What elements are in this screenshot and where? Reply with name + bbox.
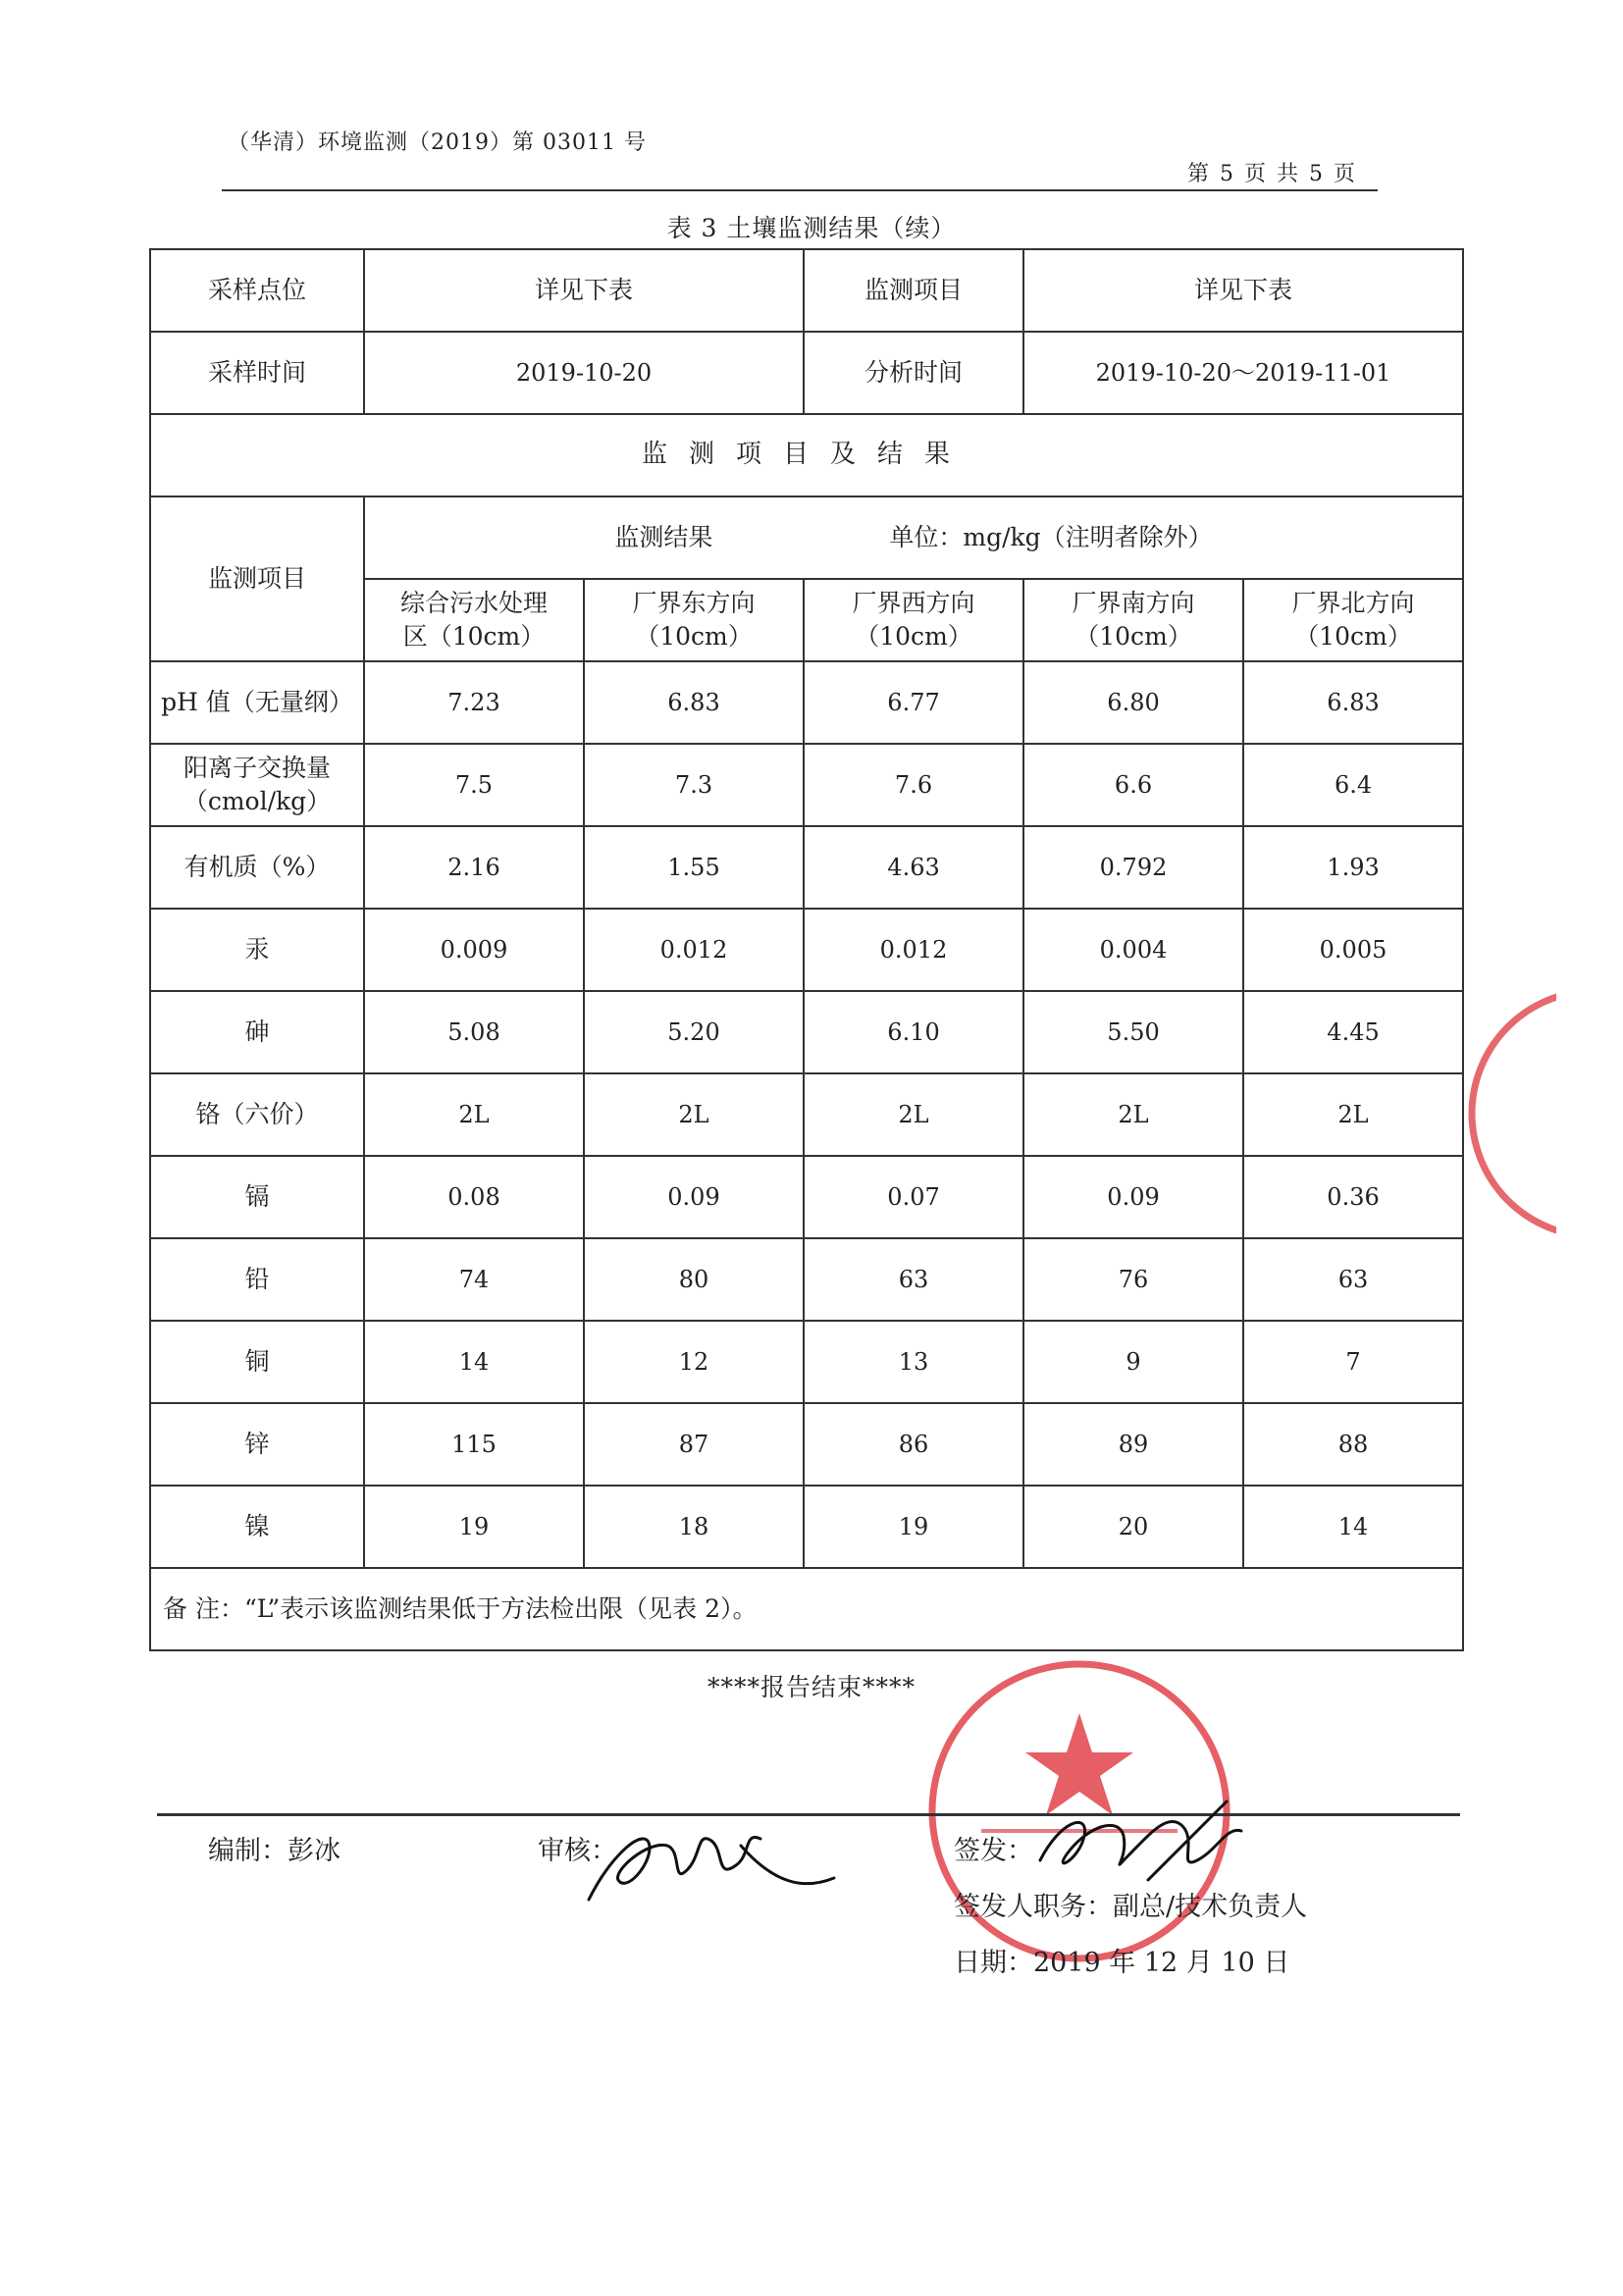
table-row: [150, 1156, 1463, 1238]
cell-value: 1.55: [584, 826, 804, 909]
cell-value: 0.08: [364, 1156, 584, 1238]
note-text: 备 注：“L”表示该监测结果低于方法检出限（见表 2）。: [150, 1568, 1463, 1650]
cell-value: 6.4: [1243, 744, 1463, 826]
row-item: 铬（六价）: [150, 1073, 364, 1156]
section-row: [150, 414, 1463, 496]
section-title: 监测项目及结果: [150, 414, 1463, 496]
cell-value: 0.004: [1023, 909, 1243, 991]
results-header: [364, 496, 1463, 579]
row-item-line2: （cmol/kg）: [183, 787, 332, 815]
cell-value: 6.77: [804, 661, 1023, 744]
cell-value: 74: [364, 1238, 584, 1321]
report-number: （华清）环境监测（2019）第 03011 号: [228, 130, 647, 155]
column-header-line1: 厂界北方向: [1291, 589, 1415, 618]
cell-value: 0.009: [364, 909, 584, 991]
cell-value: 13: [804, 1321, 1023, 1403]
info-row-2: [150, 332, 1463, 414]
report-end: ****报告结束****: [707, 1673, 916, 1701]
column-header: [584, 579, 804, 661]
row-item: 砷: [150, 991, 364, 1073]
table-row: [150, 909, 1463, 991]
table-row: [150, 1073, 1463, 1156]
cell-value: 4.63: [804, 826, 1023, 909]
cell-value: 7.5: [364, 744, 584, 826]
cell-value: 6.6: [1023, 744, 1243, 826]
cell-value: 1.93: [1243, 826, 1463, 909]
cell-value: 2L: [584, 1073, 804, 1156]
cell-value: 6.80: [1023, 661, 1243, 744]
info-row-1: [150, 249, 1463, 332]
reviewer: 审核：: [538, 1836, 617, 1866]
sampling-point-label: 采样点位: [150, 249, 364, 332]
cell-value: 0.07: [804, 1156, 1023, 1238]
cell-value: 12: [584, 1321, 804, 1403]
column-header-line2: （10cm）: [635, 622, 753, 651]
cell-value: 2L: [1243, 1073, 1463, 1156]
unit-label: 单位：mg/kg（注明者除外）: [889, 523, 1213, 552]
approver-role: 签发人职务：副总/技术负责人: [954, 1892, 1308, 1922]
table-row: [150, 1238, 1463, 1321]
approver: 签发：: [954, 1836, 1033, 1866]
cell-value: 0.36: [1243, 1156, 1463, 1238]
column-header-line1: 综合污水处理: [399, 589, 548, 618]
page-info: 第 5 页 共 5 页: [1187, 162, 1357, 186]
cell-value: 0.012: [584, 909, 804, 991]
column-header-line2: （10cm）: [1294, 622, 1412, 651]
cell-value: 7.3: [584, 744, 804, 826]
column-header: [1023, 579, 1243, 661]
table-row: [150, 1486, 1463, 1568]
cell-value: 2L: [804, 1073, 1023, 1156]
row-item: 锌: [150, 1403, 364, 1486]
table-row: [150, 826, 1463, 909]
edge-stamp-ring: [1462, 981, 1556, 1246]
note-row: [150, 1568, 1463, 1650]
item-column-header: 监测项目: [150, 496, 364, 661]
table-title: 表 3 土壤监测结果（续）: [666, 214, 957, 242]
cell-value: 14: [364, 1321, 584, 1403]
cell-value: 2L: [1023, 1073, 1243, 1156]
cell-value: 14: [1243, 1486, 1463, 1568]
analysis-time-label: 分析时间: [804, 332, 1023, 414]
cell-value: 0.012: [804, 909, 1023, 991]
cell-value: 7: [1243, 1321, 1463, 1403]
cell-value: 0.005: [1243, 909, 1463, 991]
cell-value: 5.50: [1023, 991, 1243, 1073]
row-item: 有机质（%）: [150, 826, 364, 909]
row-item: [150, 744, 364, 826]
sampling-point-value: 详见下表: [364, 249, 804, 332]
column-header-line2: （10cm）: [855, 622, 972, 651]
table-row: [150, 1321, 1463, 1403]
cell-value: 2L: [364, 1073, 584, 1156]
cell-value: 4.45: [1243, 991, 1463, 1073]
row-item: 镍: [150, 1486, 364, 1568]
row-item: pH 值（无量纲）: [150, 661, 364, 744]
cell-value: 63: [1243, 1238, 1463, 1321]
results-header-row: [150, 496, 1463, 579]
column-header: [1243, 579, 1463, 661]
cell-value: 2.16: [364, 826, 584, 909]
row-item: 铜: [150, 1321, 364, 1403]
cell-value: 0.09: [584, 1156, 804, 1238]
compiler: 编制：彭冰: [208, 1836, 340, 1866]
row-item-line1: 阳离子交换量: [183, 754, 331, 783]
reviewer-signature: [579, 1801, 844, 1919]
table-row: [150, 744, 1463, 826]
cell-value: 6.83: [584, 661, 804, 744]
cell-value: 115: [364, 1403, 584, 1486]
table-row: [150, 661, 1463, 744]
cell-value: 9: [1023, 1321, 1243, 1403]
table-row: [150, 1403, 1463, 1486]
issue-date: 日期：2019 年 12 月 10 日: [954, 1948, 1290, 1978]
column-header: [364, 579, 584, 661]
column-header-line1: 厂界南方向: [1072, 589, 1195, 618]
column-header-line2: 区（10cm）: [402, 622, 546, 651]
cell-value: 88: [1243, 1403, 1463, 1486]
analysis-time-value: 2019-10-20～2019-11-01: [1023, 332, 1463, 414]
cell-value: 5.08: [364, 991, 584, 1073]
column-header-line2: （10cm）: [1074, 622, 1192, 651]
cell-value: 20: [1023, 1486, 1243, 1568]
cell-value: 0.09: [1023, 1156, 1243, 1238]
cell-value: 18: [584, 1486, 804, 1568]
row-item: 铅: [150, 1238, 364, 1321]
cell-value: 0.792: [1023, 826, 1243, 909]
cell-value: 89: [1023, 1403, 1243, 1486]
table-row: [150, 991, 1463, 1073]
item-value: 详见下表: [1023, 249, 1463, 332]
item-label: 监测项目: [804, 249, 1023, 332]
cell-value: 6.83: [1243, 661, 1463, 744]
edge-stamp: [1462, 981, 1556, 1246]
cell-value: 19: [364, 1486, 584, 1568]
cell-value: 5.20: [584, 991, 804, 1073]
cell-value: 63: [804, 1238, 1023, 1321]
cell-value: 19: [804, 1486, 1023, 1568]
sampling-time-value: 2019-10-20: [364, 332, 804, 414]
cell-value: 7.6: [804, 744, 1023, 826]
cell-value: 80: [584, 1238, 804, 1321]
cell-value: 6.10: [804, 991, 1023, 1073]
cell-value: 86: [804, 1403, 1023, 1486]
column-header-line1: 厂界西方向: [852, 589, 975, 618]
cell-value: 87: [584, 1403, 804, 1486]
results-table: [149, 248, 1464, 1651]
column-header: [804, 579, 1023, 661]
approver-signature: [1030, 1792, 1256, 1900]
cell-value: 76: [1023, 1238, 1243, 1321]
cell-value: 7.23: [364, 661, 584, 744]
row-item: 镉: [150, 1156, 364, 1238]
results-label: 监测结果: [614, 523, 713, 552]
sampling-time-label: 采样时间: [150, 332, 364, 414]
column-header-line1: 厂界东方向: [632, 589, 756, 618]
header-rule: [222, 189, 1378, 191]
row-item: 汞: [150, 909, 364, 991]
